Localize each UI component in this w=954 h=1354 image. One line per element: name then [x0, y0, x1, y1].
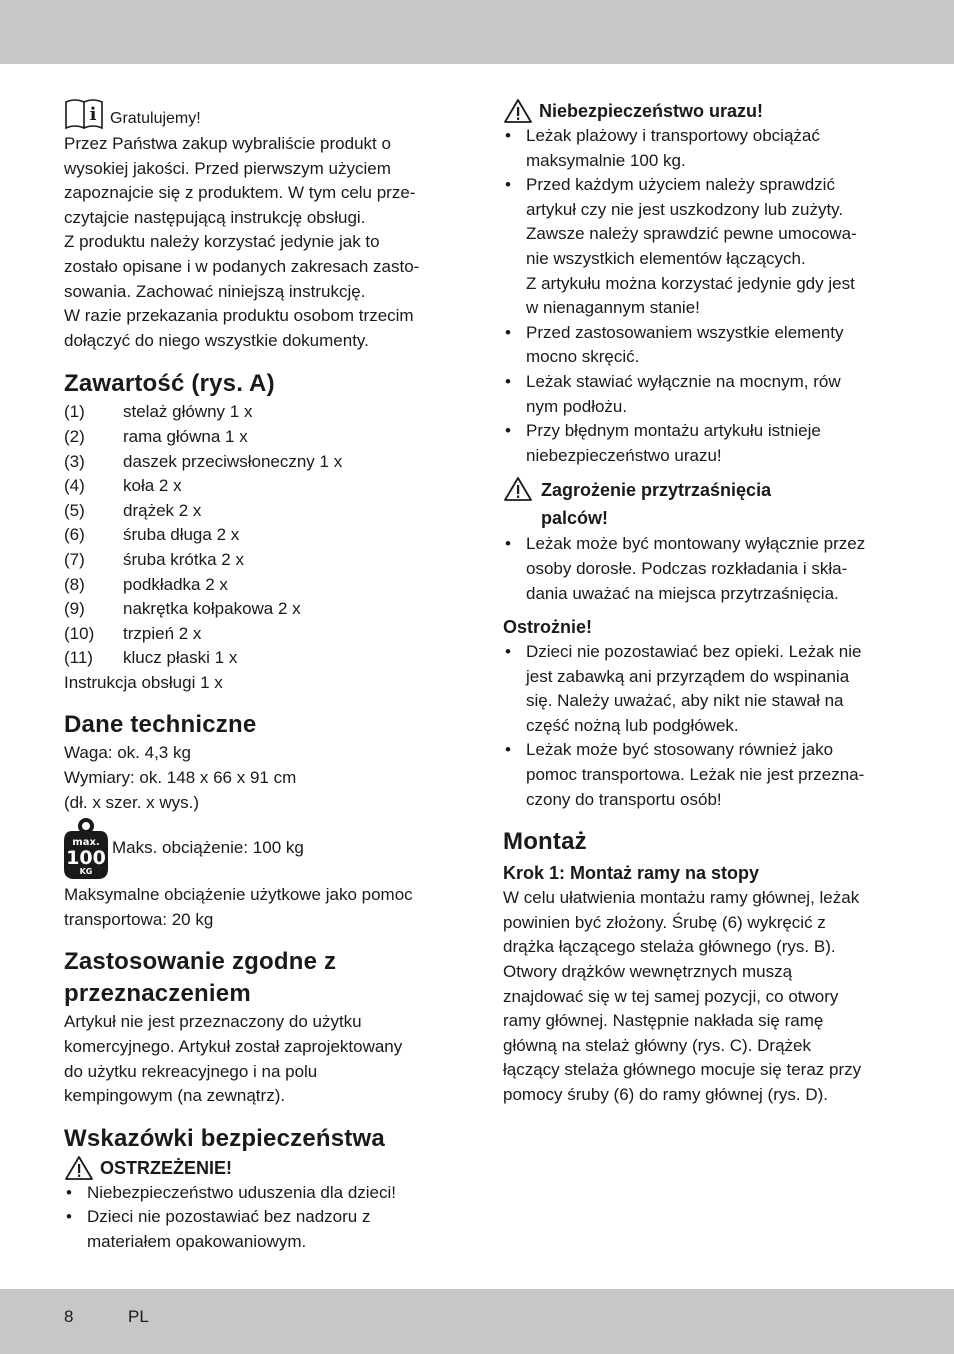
list-item: (5) drążek 2 x — [64, 500, 202, 520]
list-item: (4) koła 2 x — [64, 476, 182, 496]
header-bar — [0, 0, 954, 64]
safety-bullets — [64, 1181, 454, 1255]
footer-bar — [0, 1289, 954, 1354]
warning-row — [64, 1155, 454, 1181]
list-item: • Przed zastosowaniem wszystkie elementy mocno skręcić. — [503, 321, 893, 370]
step1-text: W celu ułatwienia montażu ramy głównej, leżak powinien być złożony. Śrubę (6) wykręcić z drążka łączącego stelaża głównego (rys. B). Otwory drążków wewnętrznych muszą znajdować się w tej samej pozycji, co otwory ramy głównej. Następnie nakłada się ramę główną na stelaż główny (rys. C). Drążek łączący stelaża głównego mocuje się teraz przy pomocy śruby (6) do ramy głównej (rys. D). — [503, 888, 862, 1104]
intro-greeting-row — [64, 98, 454, 130]
warning-triangle-icon — [503, 476, 533, 502]
assembly-heading: Montaż — [503, 828, 587, 856]
right-column — [503, 98, 893, 1108]
technical-specs: Waga: ok. 4,3 kg Wymiary: ok. 148 x 66 x 91 cm (dł. x szer. x wys.) — [64, 743, 297, 812]
caution-heading: Ostrożnie! — [503, 617, 593, 638]
warning-label: OSTRZEŻENIE! — [100, 1157, 233, 1178]
manual-item: Instrukcja obsługi 1 x — [64, 672, 223, 692]
intended-use-heading: Zastosowanie zgodne z przeznaczeniem — [64, 948, 337, 1008]
intended-use-text: Artykuł nie jest przeznaczony do użytku komercyjnego. Artykuł został zaprojektowany do użytku rekreacyjnego i na polu kempingowym (na zewnątrz). — [64, 1012, 403, 1106]
technical-heading: Dane techniczne — [64, 711, 257, 739]
svg-text:KG: KG — [79, 867, 93, 877]
svg-text:max.: max. — [72, 837, 100, 849]
list-item: • Niebezpieczeństwo uduszenia dla dzieci! — [64, 1181, 454, 1206]
max-load-weight-icon — [64, 817, 108, 879]
caution-bullets — [503, 640, 893, 812]
list-item: • Przy błędnym montażu artykułu istnieje niebezpieczeństwo urazu! — [503, 419, 893, 468]
greeting-text: Gratulujemy! — [110, 110, 201, 127]
left-column — [64, 98, 454, 1255]
transport-load-text: Maksymalne obciążenie użytkowe jako pomoc transportowa: 20 kg — [64, 885, 413, 929]
intro-paragraph: Przez Państwa zakup wybraliście produkt o wysokiej jakości. Przed pierwszym użyciem zapoznajcie się z produktem. W tym celu prze- czytajcie następującą instrukcję obsługi. Z produktu należy korzystać jedynie jak to zostało opisane i w podanych zakresach zasto- sowania. Zachować niniejszą instrukcję. W razie przekazania produktu osobom trzecim dołączyć do niego wszystkie dokumenty. — [64, 134, 420, 350]
list-item: • Dzieci nie pozostawiać bez opieki. Leżak nie jest zabawką ani przyrządem do wspinania się. Należy uważać, aby nikt nie stawał na część nożną lub podgłówek. — [503, 640, 893, 738]
list-item: (9) nakrętka kołpakowa 2 x — [64, 599, 301, 619]
safety-heading: Wskazówki bezpieczeństwa — [64, 1124, 385, 1152]
svg-text:100: 100 — [66, 847, 106, 870]
warning-triangle-icon — [64, 1155, 94, 1181]
list-item: (1) stelaż główny 1 x — [64, 402, 253, 422]
warning-triangle-icon — [503, 98, 533, 124]
list-item: • Przed każdym użyciem należy sprawdzić artykuł czy nie jest uszkodzony lub zużyty. Zawsze należy sprawdzić pewne umocowa- nie wszystkich elementów łączących. Z artykułu można korzystać jedynie gdy jest w nienagannym stanie! — [503, 173, 893, 321]
injury-heading: Niebezpieczeństwo urazu! — [539, 101, 764, 121]
list-item: • Leżak może być stosowany również jako pomoc transportowa. Leżak nie jest przezna- czony do transportu osób! — [503, 738, 893, 812]
svg-text:i: i — [89, 104, 97, 125]
injury-bullets — [503, 124, 893, 468]
pinch-heading-row — [503, 476, 893, 532]
injury-heading-row — [503, 98, 893, 124]
list-item: • Leżak może być montowany wyłącznie przez osoby dorosłe. Podczas rozkładania i skła- dania uważać na miejsca przytrzaśnięcia. — [503, 532, 893, 606]
list-item: (11) klucz płaski 1 x — [64, 648, 238, 668]
max-load-row — [64, 817, 454, 879]
list-item: (10) trzpień 2 x — [64, 623, 202, 643]
list-item: (6) śruba długa 2 x — [64, 525, 240, 545]
list-item: (8) podkładka 2 x — [64, 574, 228, 594]
contents-list — [64, 400, 454, 671]
contents-heading: Zawartość (rys. A) — [64, 370, 275, 398]
pinch-bullets — [503, 532, 893, 606]
list-item: (2) rama główna 1 x — [64, 426, 248, 446]
list-item: (3) daszek przeciwsłoneczny 1 x — [64, 451, 343, 471]
info-book-icon — [64, 98, 106, 130]
pinch-heading: Zagrożenie przytrzaśnięcia palców! — [541, 480, 772, 529]
step1-heading: Krok 1: Montaż ramy na stopy — [503, 863, 760, 884]
page-number: 8 — [64, 1307, 74, 1326]
max-load-text: Maks. obciążenie: 100 kg — [112, 837, 304, 857]
list-item: • Leżak plażowy i transportowy obciążać maksymalnie 100 kg. — [503, 124, 893, 173]
list-item: (7) śruba krótka 2 x — [64, 549, 244, 569]
language-code: PL — [128, 1307, 149, 1326]
list-item: • Dzieci nie pozostawiać bez nadzoru z materiałem opakowaniowym. — [64, 1205, 454, 1254]
list-item: • Leżak stawiać wyłącznie na mocnym, rów nym podłożu. — [503, 370, 893, 419]
